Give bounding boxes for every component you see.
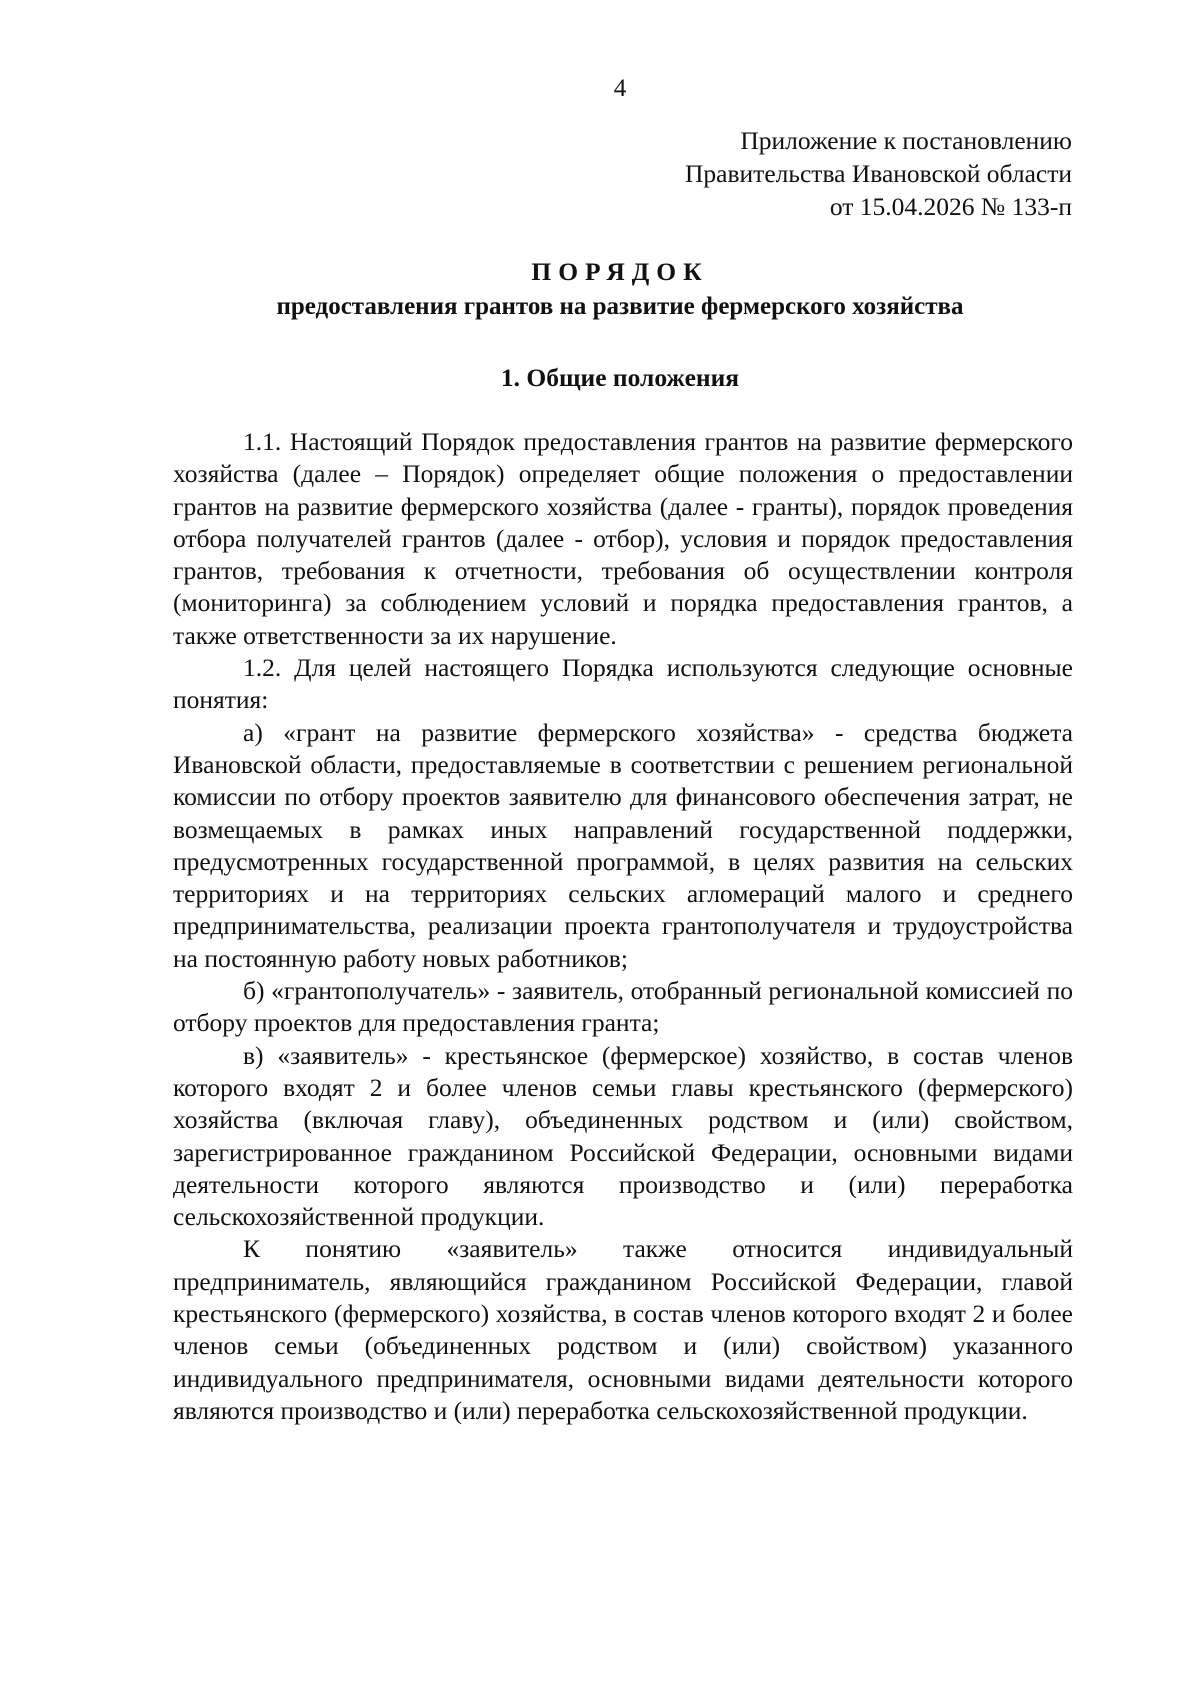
appendix-line-3: от 15.04.2026 № 133-п	[829, 192, 1072, 221]
paragraph-1-1: 1.1. Настоящий Порядок предоставления грантов на развитие фермерского хозяйства (далее – Порядок) определяет общие положения о предоставлении грантов на развитие фермерского хозяйства (далее - гранты), порядок проведения отбора получателей грантов (далее - отбор), условия и порядок предоставления грантов, требования к отчетности, требования об осуществлении контроля (мониторинга) за соблюдением условий и порядка предоставления грантов, а также ответственности за их нарушение.	[173, 427, 1073, 650]
document-title: ПОРЯДОК	[531, 257, 709, 286]
document-body	[173, 426, 1073, 1427]
page-number: 4	[613, 75, 627, 102]
paragraph-1-2: 1.2. Для целей настоящего Порядка используются следующие основные понятия:	[173, 653, 1073, 715]
appendix-line-1: Приложение к постановлению	[740, 126, 1072, 155]
paragraph-definition-a: а) «грант на развитие фермерского хозяйства» - средства бюджета Ивановской области, предоставляемые в соответствии с решением региональной комиссии по отбору проектов заявителю для финансового обеспечения затрат, не возмещаемых в рамках иных направлений государственной поддержки, предусмотренных государственной программой, в целях развития на сельских территориях и на территориях сельских агломераций малого и среднего предпринимательства, реализации проекта грантополучателя и трудоустройства на постоянную работу новых работников;	[173, 717, 1073, 973]
section-heading: 1. Общие положения	[500, 363, 740, 392]
appendix-block	[685, 124, 1072, 223]
appendix-line-2: Правительства Ивановской области	[685, 159, 1072, 188]
document-subtitle: предоставления грантов на развитие фермерского хозяйства	[276, 293, 964, 320]
paragraph-definition-b: б) «грантополучатель» - заявитель, отобранный региональной комиссией по отбору проектов для предоставления гранта;	[173, 976, 1073, 1038]
paragraph-definition-v: в) «заявитель» - крестьянское (фермерское) хозяйство, в состав членов которого входят 2 и более членов семьи главы крестьянского (фермерского) хозяйства (включая главу), объединенных родством и (или) свойством, зарегистрированное гражданином Российской Федерации, основными видами деятельности которого являются производство и (или) переработка сельскохозяйственной продукции.	[173, 1040, 1073, 1232]
paragraph-applicant-extension: К понятию «заявитель» также относится индивидуальный предприниматель, являющийся гражданином Российской Федерации, главой крестьянского (фермерского) хозяйства, в состав членов которого входят 2 и более членов семьи (объединенных родством и (или) свойством) указанного индивидуального предпринимателя, основными видами деятельности которого являются производство и (или) переработка сельскохозяйственной продукции.	[173, 1234, 1073, 1425]
